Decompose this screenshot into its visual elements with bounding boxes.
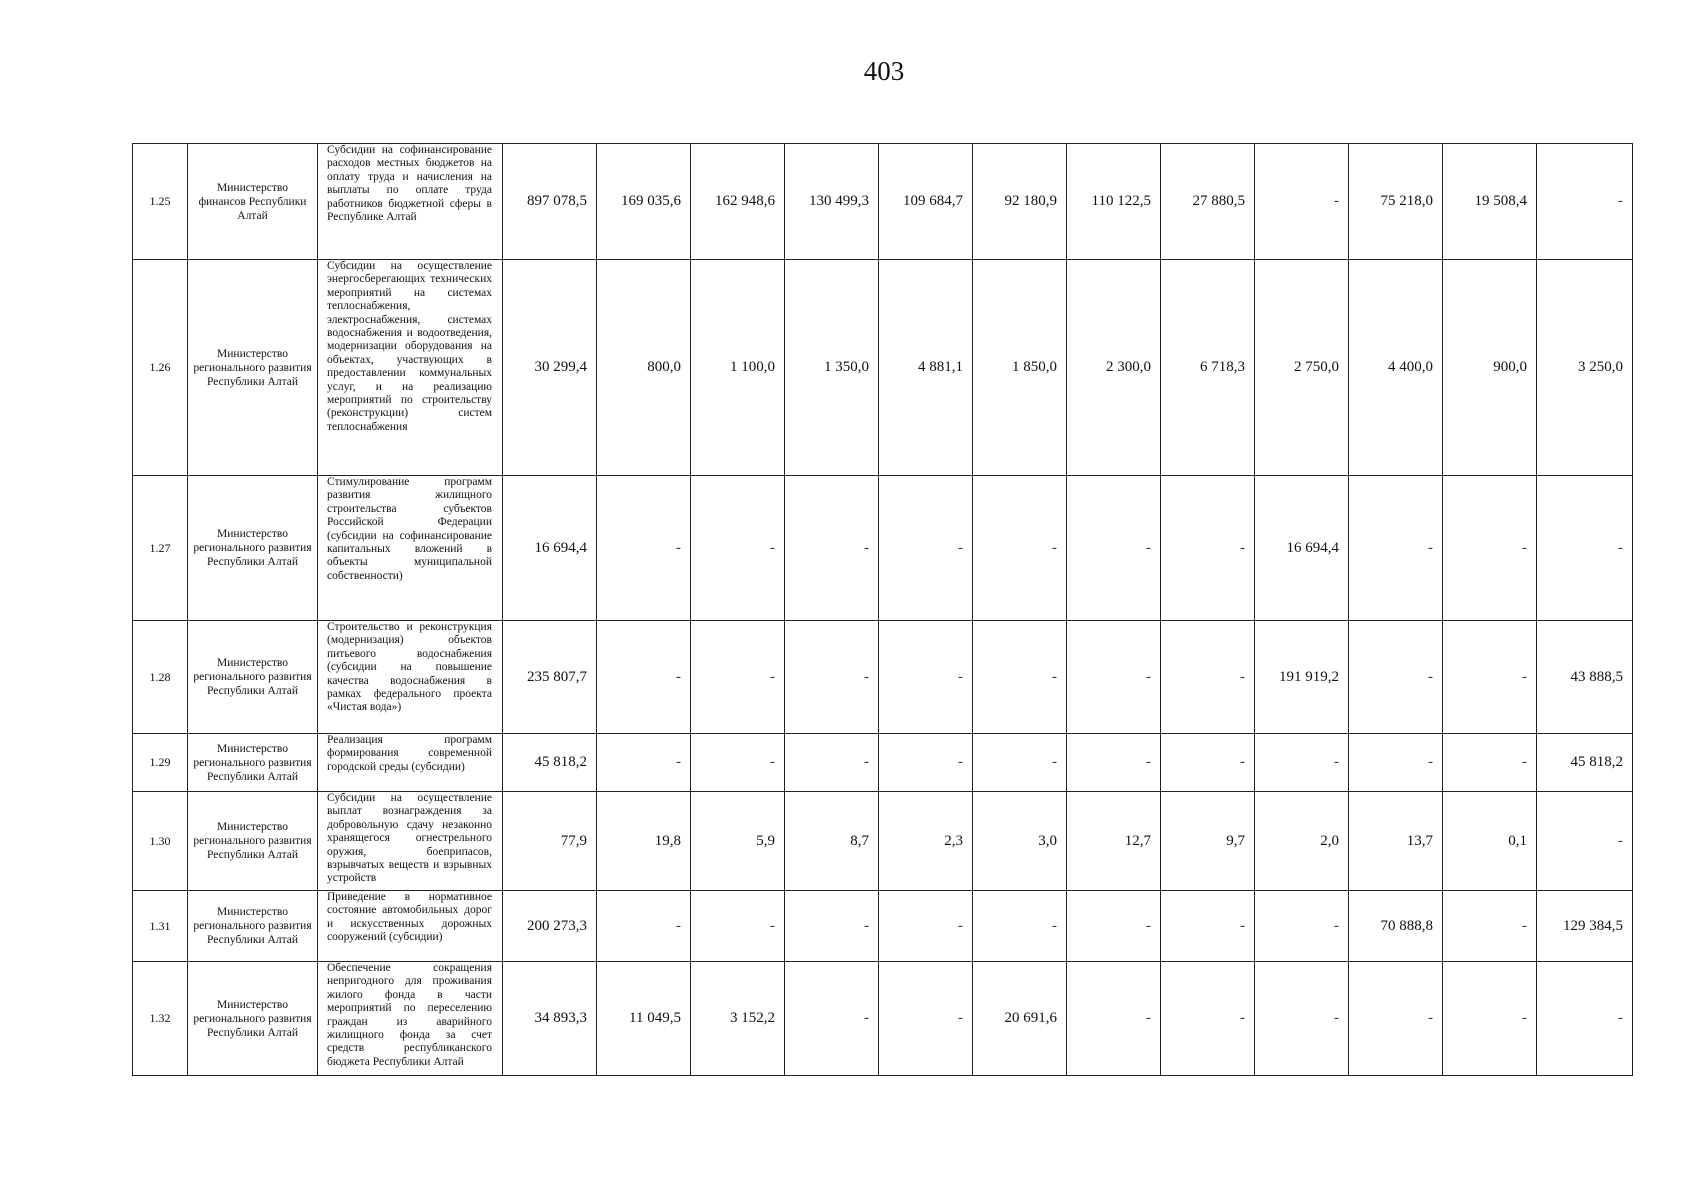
amount-cell: - xyxy=(1067,962,1161,1076)
responsible-agency: Министерство регионального развития Республики Алтай xyxy=(188,891,318,962)
amount-cell: 75 218,0 xyxy=(1349,144,1443,260)
amount-cell: - xyxy=(1537,962,1633,1076)
amount-cell: 19 508,4 xyxy=(1443,144,1537,260)
amount-cell: 6 718,3 xyxy=(1161,260,1255,476)
amount-cell: - xyxy=(1067,476,1161,621)
total-amount-cell: 77,9 xyxy=(503,792,597,891)
amount-cell: - xyxy=(879,476,973,621)
amount-cell: 110 122,5 xyxy=(1067,144,1161,260)
measure-description: Субсидии на осуществление выплат вознаграждения за добровольную сдачу незаконно хранящегося огнестрельного оружия, боеприпасов, взрывчатых веществ и взрывных устройств xyxy=(318,792,503,891)
amount-cell: - xyxy=(1537,144,1633,260)
measure-description: Приведение в нормативное состояние автомобильных дорог и искусственных дорожных сооружений (субсидии) xyxy=(318,891,503,962)
amount-cell: - xyxy=(1161,734,1255,792)
total-amount-cell: 16 694,4 xyxy=(503,476,597,621)
amount-cell: 2 750,0 xyxy=(1255,260,1349,476)
amount-cell: - xyxy=(597,476,691,621)
amount-cell: - xyxy=(1255,891,1349,962)
row-number: 1.28 xyxy=(133,621,188,734)
row-number: 1.26 xyxy=(133,260,188,476)
amount-cell: - xyxy=(1349,476,1443,621)
amount-cell: - xyxy=(973,734,1067,792)
amount-cell: - xyxy=(879,734,973,792)
row-number: 1.31 xyxy=(133,891,188,962)
amount-cell: 2,3 xyxy=(879,792,973,891)
amount-cell: 27 880,5 xyxy=(1161,144,1255,260)
table-row xyxy=(133,476,1633,621)
amount-cell: 43 888,5 xyxy=(1537,621,1633,734)
total-amount-cell: 235 807,7 xyxy=(503,621,597,734)
amount-cell: 162 948,6 xyxy=(691,144,785,260)
responsible-agency: Министерство регионального развития Республики Алтай xyxy=(188,734,318,792)
amount-cell: 11 049,5 xyxy=(597,962,691,1076)
amount-cell: 13,7 xyxy=(1349,792,1443,891)
table-row xyxy=(133,144,1633,260)
amount-cell: 0,1 xyxy=(1443,792,1537,891)
amount-cell: - xyxy=(1255,962,1349,1076)
total-amount-cell: 200 273,3 xyxy=(503,891,597,962)
measure-description: Субсидии на осуществление энергосберегающих технических мероприятий на системах теплоснабжения, электроснабжения, системах водоснабжения и водоотведения, модернизации оборудования на объектах, участвующих в предоставлении коммунальных услуг, и на реализацию мероприятий по строительству (реконструкции) систем теплоснабжения xyxy=(318,260,503,476)
measure-description: Реализация программ формирования современной городской среды (субсидии) xyxy=(318,734,503,792)
budget-table xyxy=(132,143,1633,1076)
amount-cell: - xyxy=(1255,734,1349,792)
amount-cell: 16 694,4 xyxy=(1255,476,1349,621)
amount-cell: - xyxy=(691,476,785,621)
amount-cell: - xyxy=(1349,734,1443,792)
amount-cell: - xyxy=(1349,621,1443,734)
table-row xyxy=(133,734,1633,792)
amount-cell: 900,0 xyxy=(1443,260,1537,476)
amount-cell: - xyxy=(973,476,1067,621)
responsible-agency: Министерство регионального развития Республики Алтай xyxy=(188,792,318,891)
amount-cell: - xyxy=(973,891,1067,962)
amount-cell: - xyxy=(597,891,691,962)
table-row xyxy=(133,891,1633,962)
amount-cell: 12,7 xyxy=(1067,792,1161,891)
amount-cell: - xyxy=(879,891,973,962)
amount-cell: 130 499,3 xyxy=(785,144,879,260)
amount-cell: - xyxy=(691,734,785,792)
amount-cell: - xyxy=(1349,962,1443,1076)
table-body xyxy=(133,144,1633,1076)
amount-cell: - xyxy=(1067,734,1161,792)
amount-cell: - xyxy=(785,734,879,792)
amount-cell: - xyxy=(597,734,691,792)
amount-cell: - xyxy=(973,621,1067,734)
amount-cell: 191 919,2 xyxy=(1255,621,1349,734)
amount-cell: - xyxy=(1443,734,1537,792)
table-row xyxy=(133,792,1633,891)
amount-cell: - xyxy=(597,621,691,734)
amount-cell: 1 850,0 xyxy=(973,260,1067,476)
amount-cell: 2 300,0 xyxy=(1067,260,1161,476)
row-number: 1.29 xyxy=(133,734,188,792)
measure-description: Обеспечение сокращения непригодного для проживания жилого фонда в части мероприятий по переселению граждан из аварийного жилищного фонда за счет средств республиканского бюджета Республики Алтай xyxy=(318,962,503,1076)
amount-cell: 4 400,0 xyxy=(1349,260,1443,476)
amount-cell: 109 684,7 xyxy=(879,144,973,260)
amount-cell: - xyxy=(1161,962,1255,1076)
amount-cell: 45 818,2 xyxy=(1537,734,1633,792)
amount-cell: 1 350,0 xyxy=(785,260,879,476)
amount-cell: - xyxy=(1443,621,1537,734)
amount-cell: - xyxy=(1537,792,1633,891)
amount-cell: 20 691,6 xyxy=(973,962,1067,1076)
amount-cell: 1 100,0 xyxy=(691,260,785,476)
measure-description: Субсидии на софинансирование расходов местных бюджетов на оплату труда и начисления на выплаты по оплате труда работников бюджетной сферы в Республике Алтай xyxy=(318,144,503,260)
amount-cell: 5,9 xyxy=(691,792,785,891)
measure-description: Строительство и реконструкция (модернизация) объектов питьевого водоснабжения (субсидии на повышение качества водоснабжения в рамках федерального проекта «Чистая вода») xyxy=(318,621,503,734)
amount-cell: - xyxy=(1255,144,1349,260)
responsible-agency: Министерство регионального развития Республики Алтай xyxy=(188,621,318,734)
responsible-agency: Министерство регионального развития Республики Алтай xyxy=(188,476,318,621)
amount-cell: - xyxy=(691,891,785,962)
table-row xyxy=(133,962,1633,1076)
amount-cell: - xyxy=(1443,476,1537,621)
amount-cell: 2,0 xyxy=(1255,792,1349,891)
amount-cell: 92 180,9 xyxy=(973,144,1067,260)
amount-cell: 4 881,1 xyxy=(879,260,973,476)
amount-cell: 70 888,8 xyxy=(1349,891,1443,962)
amount-cell: - xyxy=(785,891,879,962)
amount-cell: 3,0 xyxy=(973,792,1067,891)
row-number: 1.25 xyxy=(133,144,188,260)
amount-cell: - xyxy=(1161,476,1255,621)
amount-cell: - xyxy=(879,962,973,1076)
amount-cell: - xyxy=(1537,476,1633,621)
table-row xyxy=(133,260,1633,476)
amount-cell: - xyxy=(1443,891,1537,962)
amount-cell: 129 384,5 xyxy=(1537,891,1633,962)
amount-cell: - xyxy=(691,621,785,734)
total-amount-cell: 34 893,3 xyxy=(503,962,597,1076)
amount-cell: 169 035,6 xyxy=(597,144,691,260)
amount-cell: - xyxy=(879,621,973,734)
page-number: 403 xyxy=(863,56,905,86)
amount-cell: 19,8 xyxy=(597,792,691,891)
row-number: 1.32 xyxy=(133,962,188,1076)
amount-cell: - xyxy=(785,962,879,1076)
amount-cell: - xyxy=(1067,621,1161,734)
amount-cell: - xyxy=(785,476,879,621)
amount-cell: 800,0 xyxy=(597,260,691,476)
row-number: 1.27 xyxy=(133,476,188,621)
responsible-agency: Министерство регионального развития Республики Алтай xyxy=(188,962,318,1076)
table-row xyxy=(133,621,1633,734)
amount-cell: - xyxy=(1443,962,1537,1076)
amount-cell: 9,7 xyxy=(1161,792,1255,891)
responsible-agency: Министерство финансов Республики Алтай xyxy=(188,144,318,260)
amount-cell: 8,7 xyxy=(785,792,879,891)
amount-cell: - xyxy=(785,621,879,734)
total-amount-cell: 30 299,4 xyxy=(503,260,597,476)
responsible-agency: Министерство регионального развития Республики Алтай xyxy=(188,260,318,476)
amount-cell: 3 250,0 xyxy=(1537,260,1633,476)
row-number: 1.30 xyxy=(133,792,188,891)
amount-cell: - xyxy=(1067,891,1161,962)
amount-cell: - xyxy=(1161,621,1255,734)
amount-cell: - xyxy=(1161,891,1255,962)
total-amount-cell: 45 818,2 xyxy=(503,734,597,792)
measure-description: Стимулирование программ развития жилищного строительства субъектов Российской Федерации (субсидии на софинансирование капитальных вложений в объекты муниципальной собственности) xyxy=(318,476,503,621)
amount-cell: 3 152,2 xyxy=(691,962,785,1076)
total-amount-cell: 897 078,5 xyxy=(503,144,597,260)
